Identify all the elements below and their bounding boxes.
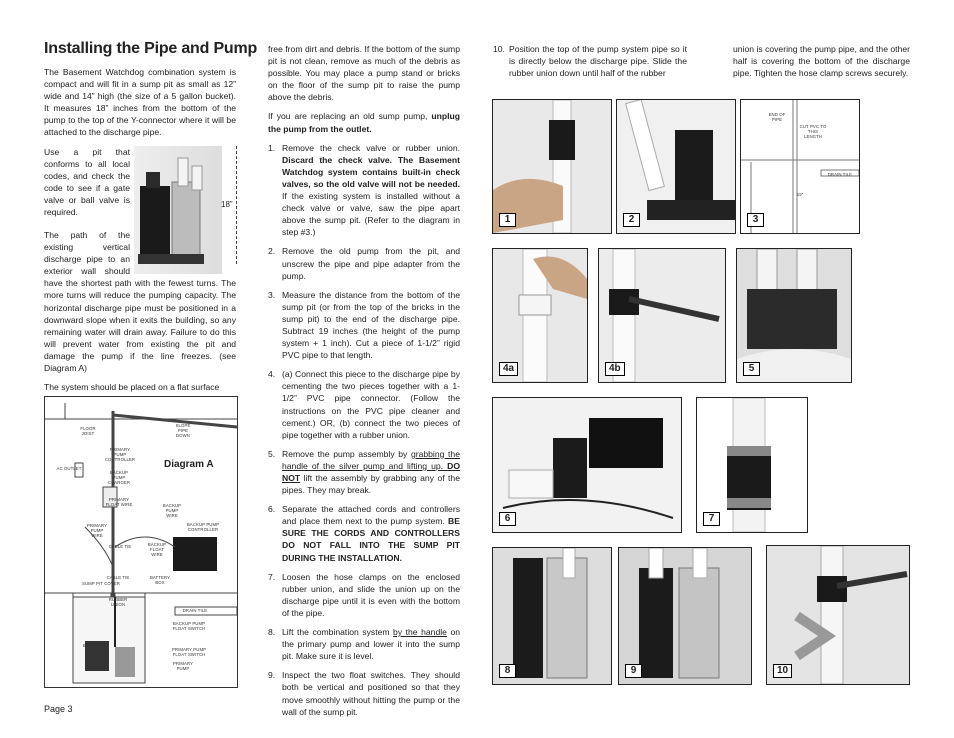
step-1: 1. Remove the check valve or rubber union. Discard the check valve. The Basement Watchdog system contains built-in check valves, so the old valve will not be needed. If the existing system is installed without a check valve or valve, saw the pipe apart above the sump pit. (Refer to the diagram in step #3.) (268, 142, 460, 238)
label-backup-charger: BACKUP PUMP CHARGER (107, 470, 131, 485)
step-5: 5. Remove the pump assembly by grabbing the handle of the silver pump and lifting up. DO NOT lift the assembly by grabbing any of the pipes. They may break. (268, 448, 461, 496)
diagram-a-illustration (45, 397, 237, 687)
step-2: 2. Remove the old pump from the pit, and unscrew the pipe and pipe adapter from the pump. (268, 246, 460, 281)
label-backup-float-switch: BACKUP PUMP FLOAT SWITCH (172, 621, 206, 631)
photo-9 (618, 547, 752, 685)
label-primary-pump: PRIMARY PUMP (172, 661, 194, 671)
height-dimension-label: 18” (221, 200, 233, 209)
photo-tag-5: 5 (743, 362, 760, 376)
debris-paragraph: free from dirt and debris. If the bottom of the sump pit is not clean, remove as much of the debris as possible. You may place a pump stand or bricks on the floor of the sump pit to raise the pump above the debris. (268, 44, 460, 103)
label-ac-outlet: AC OUTLET (56, 466, 82, 471)
photo-tag-3: 3 (747, 213, 764, 227)
step-8: 8. Lift the combination system by the handle on the primary pump and lower it into the sump pit. Make sure it is level. (268, 627, 461, 662)
photo-3 (740, 99, 860, 234)
label-cable-tie-1: CABLE TIE (108, 544, 132, 549)
path-paragraph: The path of the existing vertical discharge pipe to an exterior wall should have the shortest path with the fewest turns. The more turns will reduce the pumping capacity. The horizontal discharge pipe must be positioned in a downward slope when it exits the building, so any remaining water will drain away. Failure to do this will prevent water from existing the pit and damage the pump if the line freezes. (see Diagram A) (44, 230, 236, 374)
page-number: Page 3 (44, 704, 73, 714)
photo-tag-7: 7 (703, 512, 720, 526)
label-primary-pump-wire: PRIMARY PUMP WIRE (86, 523, 108, 538)
intro-paragraph: The Basement Watchdog combination system is compact and will fit in a sump pit as small as 12” wide and 14” high (the size of a 5 gallon bucket). It measures 18” inches from the bottom of the pump to the top of the Y-connector where it will be attached to the discharge pipe. (44, 67, 236, 138)
replace-paragraph (268, 110, 460, 134)
step-6: 6. Separate the attached cords and controllers and place them next to the pump system. BE SURE THE CORDS AND CONTROLLERS DO NOT FALL INTO THE SUMP PIT DURING THE INSTALLATION. (268, 504, 460, 563)
photo-tag-9: 9 (625, 664, 642, 678)
photo-6 (492, 397, 682, 533)
photo-7 (696, 397, 808, 533)
photo-tag-8: 8 (499, 664, 516, 678)
photo-tag-6: 6 (499, 512, 516, 526)
step-3: 3. Measure the distance from the bottom of the sump pit (or from the top of the bricks in the sump pit) to the end of the discharge pipe. Subtract 19 inches (the height of the pump system + 1 inch). Cut a piece of 1-1/2” rigid PVC pipe to that length. (268, 289, 460, 361)
step-10: 10. Position the top of the pump system pipe so it is directly below the discharge pipe. Slide the rubber union down until half of the rubber (493, 44, 687, 79)
photo-tag-1: 1 (499, 213, 516, 227)
label-drain-tile: DRAIN TILE (182, 608, 208, 613)
pit-paragraph: Use a pit that conforms to all local codes, and check the code to see if a gate valve or ball valve is required. (44, 146, 130, 218)
photo-tag-4b: 4b (605, 362, 625, 376)
label-primary-controller: PRIMARY PUMP CONTROLLER (104, 447, 136, 462)
photo-10 (766, 545, 910, 685)
photo-tag-2: 2 (623, 213, 640, 227)
photo-1 (492, 99, 612, 234)
pump-illustration (134, 146, 222, 274)
step-4: 4. (a) Connect this piece to the discharge pipe by cementing the two pieces together with a 1-1/2” PVC pipe connector. (Follow the instructions on the PVC pipe cleaner and cement.) OR, (b) connect the two pieces of pipe together with a rubber union. (268, 369, 460, 440)
photo-8 (492, 547, 612, 685)
photo3-cut: CUT PVC TO THIS LENGTH (799, 124, 827, 139)
photo-5 (736, 248, 852, 383)
steps-list (268, 142, 460, 718)
label-backup-pump: BACKUP PUMP (82, 643, 102, 653)
label-floor-joist: FLOOR JOIST (80, 426, 96, 436)
step-10-continued: union is covering the pump pipe, and the other half is covering the bottom of the discharge pipe. Tighten the hose clamp screws securely. (733, 44, 910, 79)
label-sump-pit-cover: SUMP PIT COVER (81, 581, 120, 586)
photo-2 (616, 99, 736, 234)
diagram-a (44, 396, 238, 688)
flat-surface-paragraph: The system should be placed on a flat surface (44, 382, 220, 393)
page-title: Installing the Pipe and Pump (44, 40, 258, 57)
photo-tag-4a: 4a (499, 362, 518, 376)
column-4 (733, 43, 910, 86)
label-backup-controller: BACKUP PUMP CONTROLLER (186, 522, 220, 532)
unplug-warning: unplug the pump from the outlet. (268, 111, 460, 134)
label-slope: SLOPE PIPE DOWN (175, 423, 191, 438)
diagram-title: Diagram A (164, 459, 214, 470)
photo-4a (492, 248, 588, 383)
product-photo (134, 146, 222, 274)
label-rubber-union: RUBBER UNION (108, 597, 128, 607)
label-backup-float-wire: BACKUP FLOAT WIRE (147, 542, 167, 557)
photo3-end-of-pipe: END OF PIPE (768, 112, 786, 122)
photo3-drain-tile: DRAIN TILE (827, 172, 853, 177)
column-3 (493, 43, 687, 86)
step-7: 7. Loosen the hose clamps on the enclosed rubber union, and slide the union up on the discharge pipe until it is even with the bottom of the pipe. (268, 571, 460, 618)
label-primary-float-switch: PRIMARY PUMP FLOAT SWITCH (171, 647, 207, 657)
replace-text: If you are replacing an old sump pump, (268, 111, 432, 122)
label-battery-box: BATTERY BOX (149, 575, 171, 585)
photo-tag-10: 10 (773, 664, 792, 678)
step-9: 9. Inspect the two float switches. They should both be vertical and positioned so that they move smoothly without hitting the pump or the wall of the sump pit. (268, 670, 460, 717)
photo-4b (598, 248, 726, 383)
label-backup-pump-wire: BACKUP PUMP WIRE (162, 503, 182, 518)
label-primary-float-wire: PRIMARY FLOAT WIRE (105, 497, 133, 507)
height-dimension-line (236, 146, 238, 264)
photo3-dim: 19” (796, 192, 804, 197)
label-cable-tie-2: CABLE TIE (106, 575, 130, 580)
column-2 (268, 43, 460, 725)
